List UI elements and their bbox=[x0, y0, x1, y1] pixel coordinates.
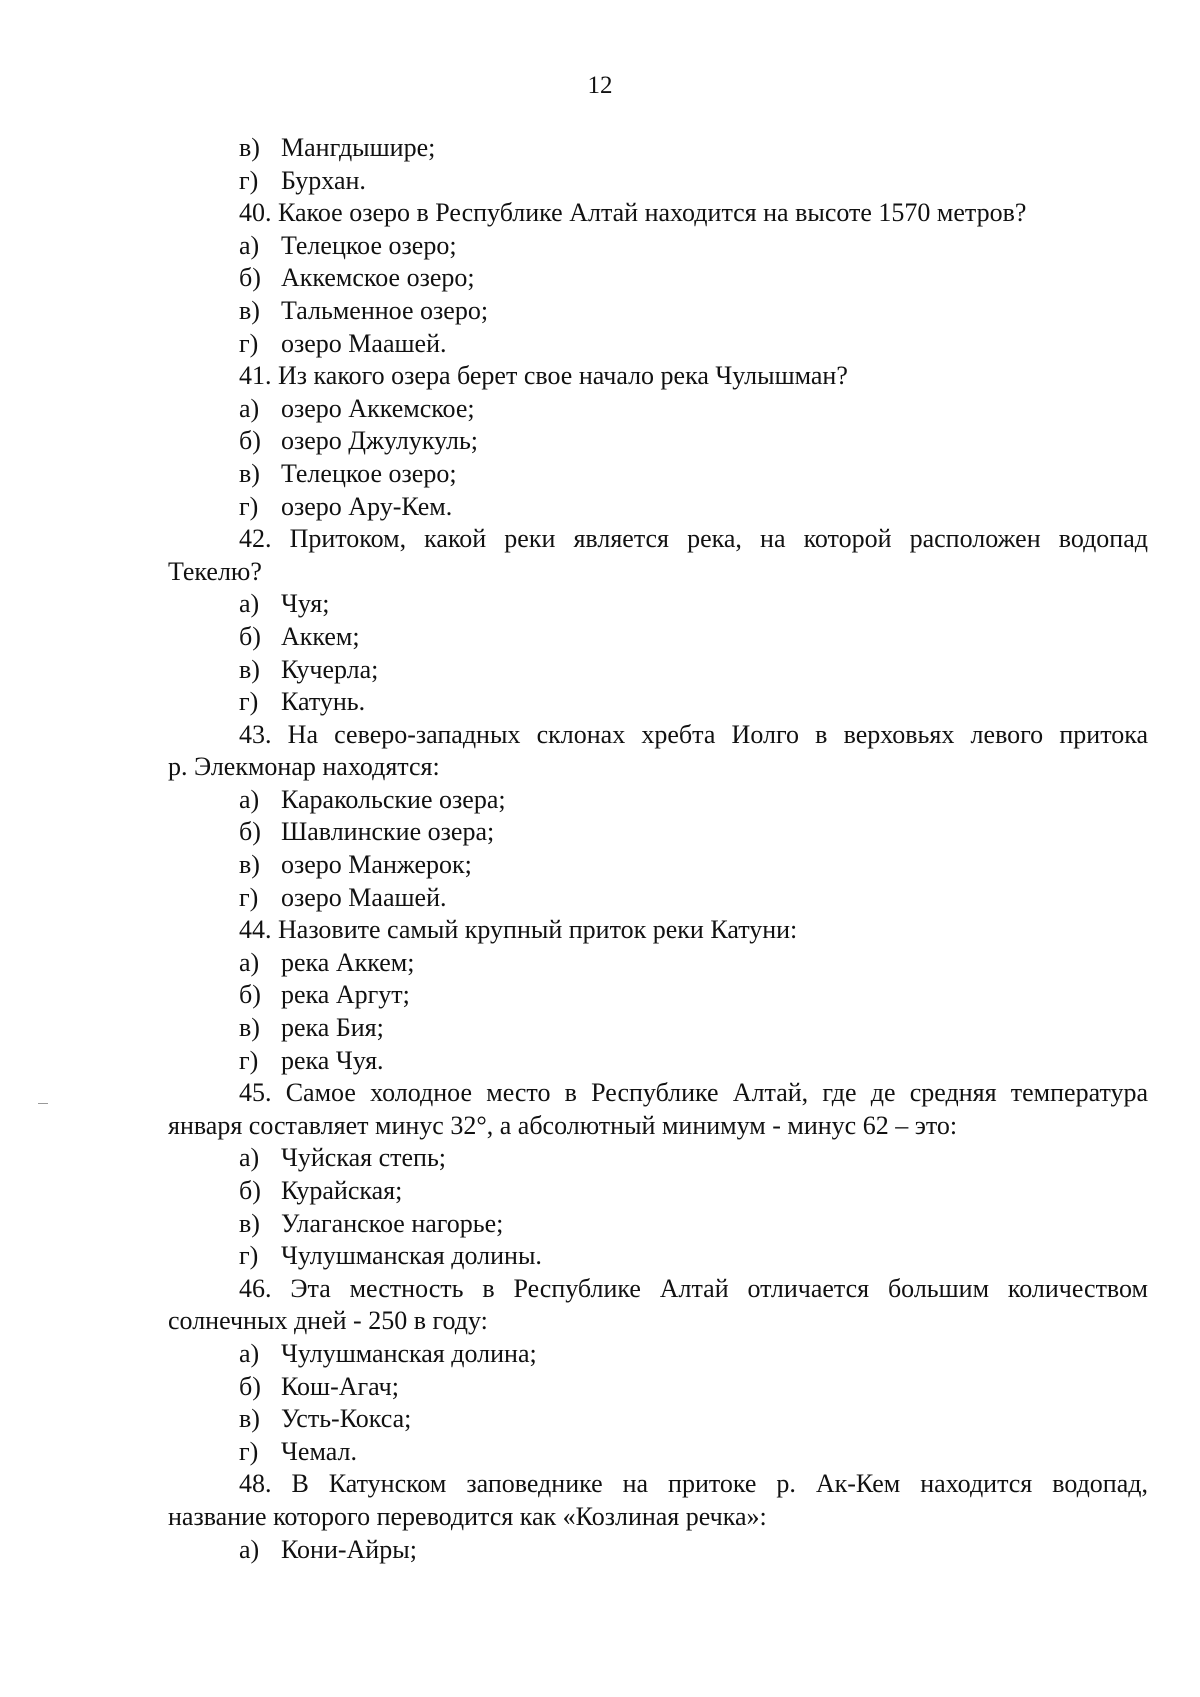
option-text: Курайская; bbox=[281, 1176, 403, 1205]
answer-option bbox=[168, 947, 1148, 980]
answer-option bbox=[168, 491, 1148, 524]
answer-option bbox=[168, 393, 1148, 426]
answer-option bbox=[168, 621, 1148, 654]
answer-option bbox=[168, 1175, 1148, 1208]
question-text: 45. Самое холодное место в Республике Алтай, где де средняя температура bbox=[239, 1078, 1148, 1108]
option-text: Телецкое озеро; bbox=[281, 230, 457, 260]
option-letter: в) bbox=[239, 458, 260, 488]
question bbox=[168, 523, 1148, 588]
option-text: Чулушманская долины. bbox=[281, 1241, 542, 1271]
option-text: озеро Аккемское; bbox=[281, 393, 475, 423]
option-text: Мангдышире; bbox=[281, 133, 436, 162]
option-text: Аккем; bbox=[281, 621, 360, 651]
answer-option bbox=[168, 1371, 1148, 1404]
question-text: 41. Из какого озера берет свое начало река Чулышман? bbox=[239, 361, 848, 391]
answer-option bbox=[168, 1436, 1148, 1469]
answer-option bbox=[168, 1403, 1148, 1436]
option-text: Катунь. bbox=[281, 687, 366, 717]
option-letter: а) bbox=[239, 393, 260, 423]
option-letter: а) bbox=[239, 589, 260, 619]
question-text-continued: солнечных дней - 250 в году: bbox=[168, 1306, 488, 1336]
option-letter: а) bbox=[239, 784, 260, 814]
answer-option bbox=[168, 1045, 1148, 1078]
answer-option bbox=[168, 979, 1148, 1012]
document-body bbox=[168, 132, 1148, 1566]
option-letter: в) bbox=[239, 1013, 260, 1043]
question-text: 42. Притоком, какой реки является река, на которой расположен водопад bbox=[239, 524, 1148, 554]
question-text: 44. Назовите самый крупный приток реки Катуни: bbox=[239, 915, 798, 945]
option-letter: б) bbox=[239, 426, 261, 456]
option-text: река Бия; bbox=[281, 1013, 384, 1043]
question bbox=[168, 719, 1148, 784]
answer-option bbox=[168, 1142, 1148, 1175]
option-text: озеро Манжерок; bbox=[281, 850, 472, 880]
option-text: Чемал. bbox=[281, 1436, 357, 1466]
option-letter: б) bbox=[239, 263, 261, 293]
answer-option bbox=[168, 458, 1148, 491]
question-text: 46. Эта местность в Республике Алтай отличается большим количеством bbox=[239, 1273, 1148, 1303]
option-letter: а) bbox=[239, 1143, 260, 1173]
option-text: Тальменное озеро; bbox=[281, 295, 489, 325]
option-letter: в) bbox=[239, 295, 260, 325]
option-letter: б) bbox=[239, 817, 261, 847]
option-letter: в) bbox=[239, 654, 260, 684]
question bbox=[168, 914, 1148, 947]
answer-option bbox=[168, 262, 1148, 295]
option-letter: в) bbox=[239, 850, 260, 880]
option-text: озеро Маашей. bbox=[281, 882, 447, 912]
margin-mark bbox=[38, 1103, 48, 1104]
page-number: 12 bbox=[587, 72, 613, 99]
answer-option bbox=[168, 849, 1148, 882]
option-text: Улаганское нагорье; bbox=[281, 1208, 504, 1238]
question-text-continued: Текелю? bbox=[168, 556, 262, 586]
option-letter: в) bbox=[239, 1208, 260, 1238]
answer-option bbox=[168, 328, 1148, 361]
answer-option bbox=[168, 132, 1148, 165]
answer-option bbox=[168, 686, 1148, 719]
option-text: Чулушманская долина; bbox=[281, 1338, 537, 1368]
option-letter: а) bbox=[239, 1534, 260, 1564]
question bbox=[168, 1468, 1148, 1533]
answer-option bbox=[168, 654, 1148, 687]
option-letter: г) bbox=[239, 687, 259, 717]
option-text: озеро Джулукуль; bbox=[281, 426, 479, 456]
answer-option bbox=[168, 816, 1148, 849]
option-text: Чуя; bbox=[281, 589, 330, 619]
question bbox=[168, 197, 1148, 230]
option-letter: в) bbox=[239, 133, 260, 162]
answer-option bbox=[168, 165, 1148, 198]
option-letter: г) bbox=[239, 328, 259, 358]
question-text: 48. В Катунском заповеднике на притоке р. Ак-Кем находится водопад, bbox=[239, 1469, 1148, 1499]
question-text: 40. Какое озеро в Республике Алтай находится на высоте 1570 метров? bbox=[239, 198, 1027, 228]
option-text: река Аргут; bbox=[281, 980, 410, 1010]
option-text: озеро Ару-Кем. bbox=[281, 491, 453, 521]
answer-option bbox=[168, 295, 1148, 328]
question bbox=[168, 1077, 1148, 1142]
question-text-continued: января составляет минус 32°, а абсолютный минимум - минус 62 – это: bbox=[168, 1110, 958, 1140]
question-text-continued: название которого переводится как «Козлиная речка»: bbox=[168, 1501, 767, 1531]
option-letter: а) bbox=[239, 947, 260, 977]
option-letter: а) bbox=[239, 1338, 260, 1368]
answer-option bbox=[168, 1534, 1148, 1567]
question bbox=[168, 360, 1148, 393]
option-text: Шавлинские озера; bbox=[281, 817, 495, 847]
option-letter: б) bbox=[239, 980, 261, 1010]
answer-option bbox=[168, 425, 1148, 458]
option-letter: в) bbox=[239, 1404, 260, 1434]
answer-option bbox=[168, 1012, 1148, 1045]
answer-option bbox=[168, 230, 1148, 263]
option-text: Кони-Айры; bbox=[281, 1534, 417, 1564]
answer-option bbox=[168, 1208, 1148, 1241]
option-letter: г) bbox=[239, 1241, 259, 1271]
answer-option bbox=[168, 1338, 1148, 1371]
option-text: Чуйская степь; bbox=[281, 1143, 447, 1173]
option-letter: б) bbox=[239, 1371, 261, 1401]
option-text: река Чуя. bbox=[281, 1045, 384, 1075]
option-letter: г) bbox=[239, 882, 259, 912]
option-text: Усть-Кокса; bbox=[281, 1404, 412, 1434]
option-text: Бурхан. bbox=[281, 165, 366, 195]
option-letter: г) bbox=[239, 491, 259, 521]
option-text: Телецкое озеро; bbox=[281, 458, 457, 488]
option-text: Кош-Агач; bbox=[281, 1371, 399, 1401]
question bbox=[168, 1273, 1148, 1338]
answer-option bbox=[168, 784, 1148, 817]
option-text: река Аккем; bbox=[281, 947, 415, 977]
answer-option bbox=[168, 882, 1148, 915]
option-text: озеро Маашей. bbox=[281, 328, 447, 358]
option-letter: г) bbox=[239, 165, 259, 195]
question-text-continued: р. Элекмонар находятся: bbox=[168, 752, 440, 782]
option-letter: г) bbox=[239, 1436, 259, 1466]
option-letter: б) bbox=[239, 621, 261, 651]
option-text: Каракольские озера; bbox=[281, 784, 506, 814]
option-letter: а) bbox=[239, 230, 260, 260]
option-letter: г) bbox=[239, 1045, 259, 1075]
question-text: 43. На северо-западных склонах хребта Иолго в верховьях левого притока bbox=[239, 719, 1148, 749]
option-text: Аккемское озеро; bbox=[281, 263, 475, 293]
answer-option bbox=[168, 1240, 1148, 1273]
option-letter: б) bbox=[239, 1176, 261, 1205]
option-text: Кучерла; bbox=[281, 654, 379, 684]
answer-option bbox=[168, 588, 1148, 621]
